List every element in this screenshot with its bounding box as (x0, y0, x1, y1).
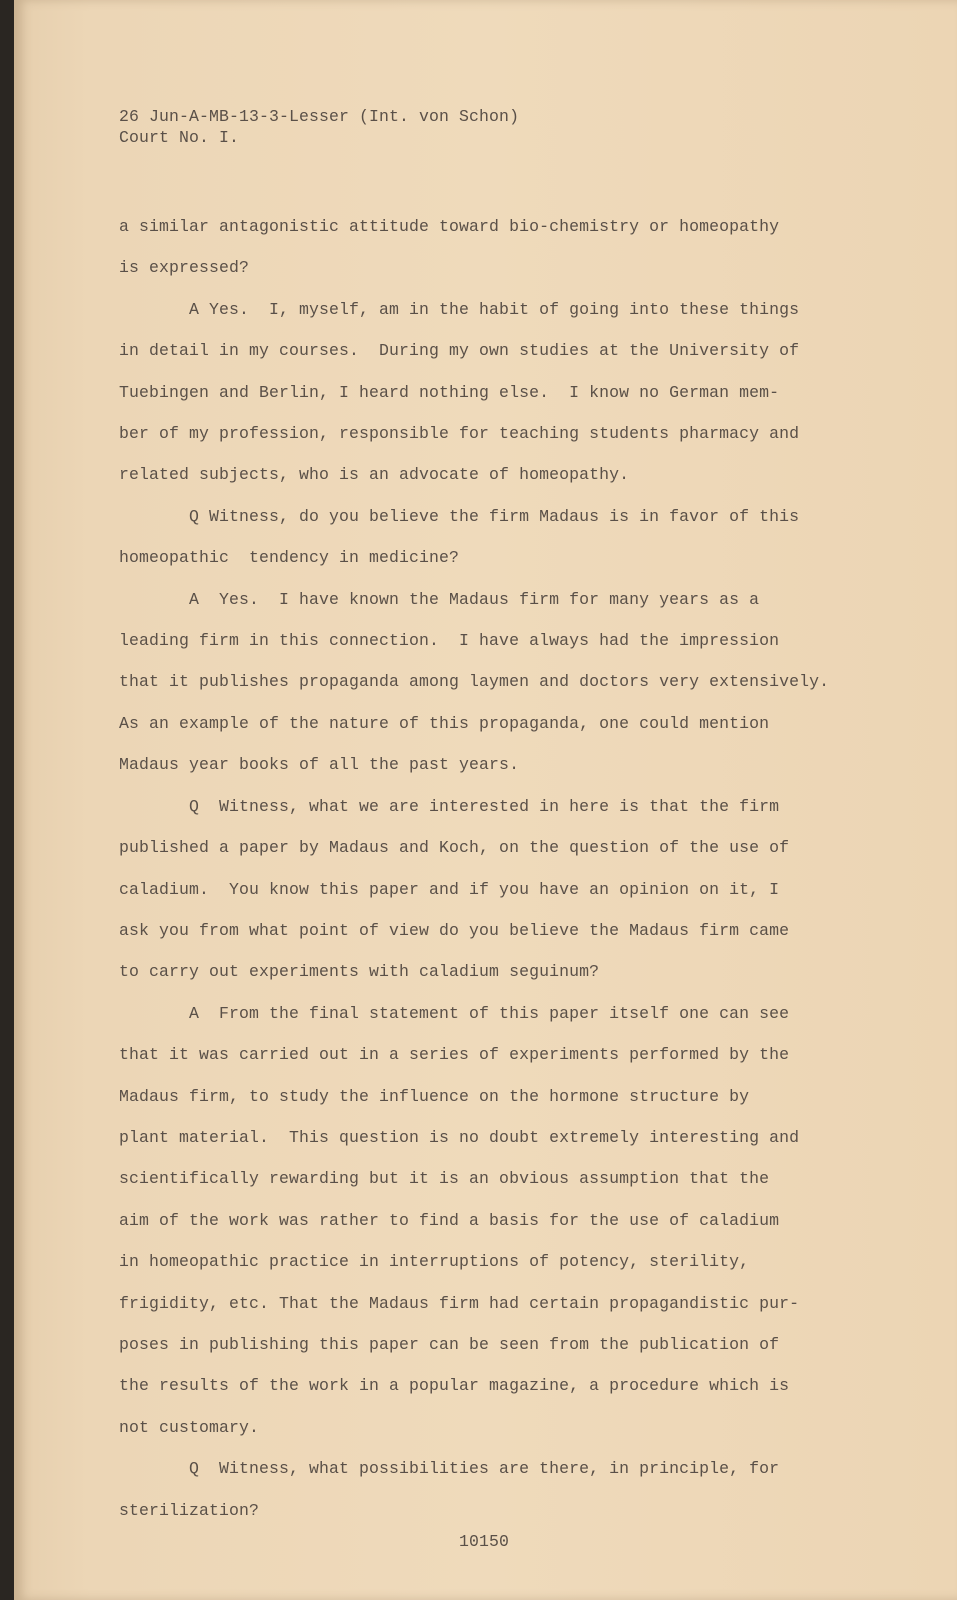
text-line: ber of my profession, responsible for teaching students pharmacy and (119, 424, 800, 444)
text-line: Q Witness, do you believe the firm Madaus is in favor of this (119, 506, 800, 526)
text-line: that it was carried out in a series of experiments performed by the (119, 1045, 790, 1065)
text-line: not customary. (119, 1417, 260, 1437)
text-line: in detail in my courses. During my own studies at the University of (119, 341, 800, 361)
text-line: scientifically rewarding but it is an obvious assumption that the (119, 1169, 770, 1189)
text-line: in homeopathic practice in interruptions of potency, sterility, (119, 1252, 750, 1272)
text-line: A Yes. I, myself, am in the habit of going into these things (119, 299, 800, 319)
header-line-2: Court No. I. (119, 128, 240, 147)
header-line-1: 26 Jun-A-MB-13-3-Lesser (Int. von Schon) (119, 107, 520, 126)
text-line: published a paper by Madaus and Koch, on the question of the use of (119, 838, 790, 858)
text-line: Madaus year books of all the past years. (119, 755, 520, 775)
text-line: frigidity, etc. That the Madaus firm had certain propagandistic pur- (119, 1293, 800, 1313)
page-number: 10150 (459, 1532, 510, 1551)
text-line: ask you from what point of view do you believe the Madaus firm came (119, 920, 790, 940)
document-page (14, 0, 957, 1600)
text-line: poses in publishing this paper can be seen from the publication of (119, 1334, 780, 1354)
text-line: a similar antagonistic attitude toward bio-chemistry or homeopathy (119, 217, 780, 236)
text-line: As an example of the nature of this propaganda, one could mention (119, 713, 770, 733)
text-line: A From the final statement of this paper itself one can see (119, 1003, 790, 1023)
text-line: caladium. You know this paper and if you have an opinion on it, I (119, 879, 780, 899)
text-line: sterilization? (119, 1500, 260, 1520)
text-line: leading firm in this connection. I have always had the impression (119, 631, 780, 651)
document-header (119, 106, 519, 148)
text-line: related subjects, who is an advocate of homeopathy. (119, 465, 630, 485)
text-line: aim of the work was rather to find a basis for the use of caladium (119, 1210, 780, 1230)
document-body (119, 206, 829, 1531)
text-line: Q Witness, what we are interested in here is that the firm (119, 796, 780, 816)
text-line: homeopathic tendency in medicine? (119, 548, 460, 568)
text-line: that it publishes propaganda among laymen and doctors very extensively. (119, 672, 830, 692)
text-line: is expressed? (119, 258, 250, 278)
text-line: Tuebingen and Berlin, I heard nothing else. I know no German mem- (119, 382, 780, 402)
text-line: A Yes. I have known the Madaus firm for many years as a (119, 589, 760, 609)
text-line: to carry out experiments with caladium seguinum? (119, 962, 600, 982)
text-line: the results of the work in a popular magazine, a procedure which is (119, 1376, 790, 1396)
text-line: plant material. This question is no doubt extremely interesting and (119, 1127, 800, 1147)
text-line: Q Witness, what possibilities are there, in principle, for (119, 1459, 780, 1479)
text-line: Madaus firm, to study the influence on the hormone structure by (119, 1086, 750, 1106)
